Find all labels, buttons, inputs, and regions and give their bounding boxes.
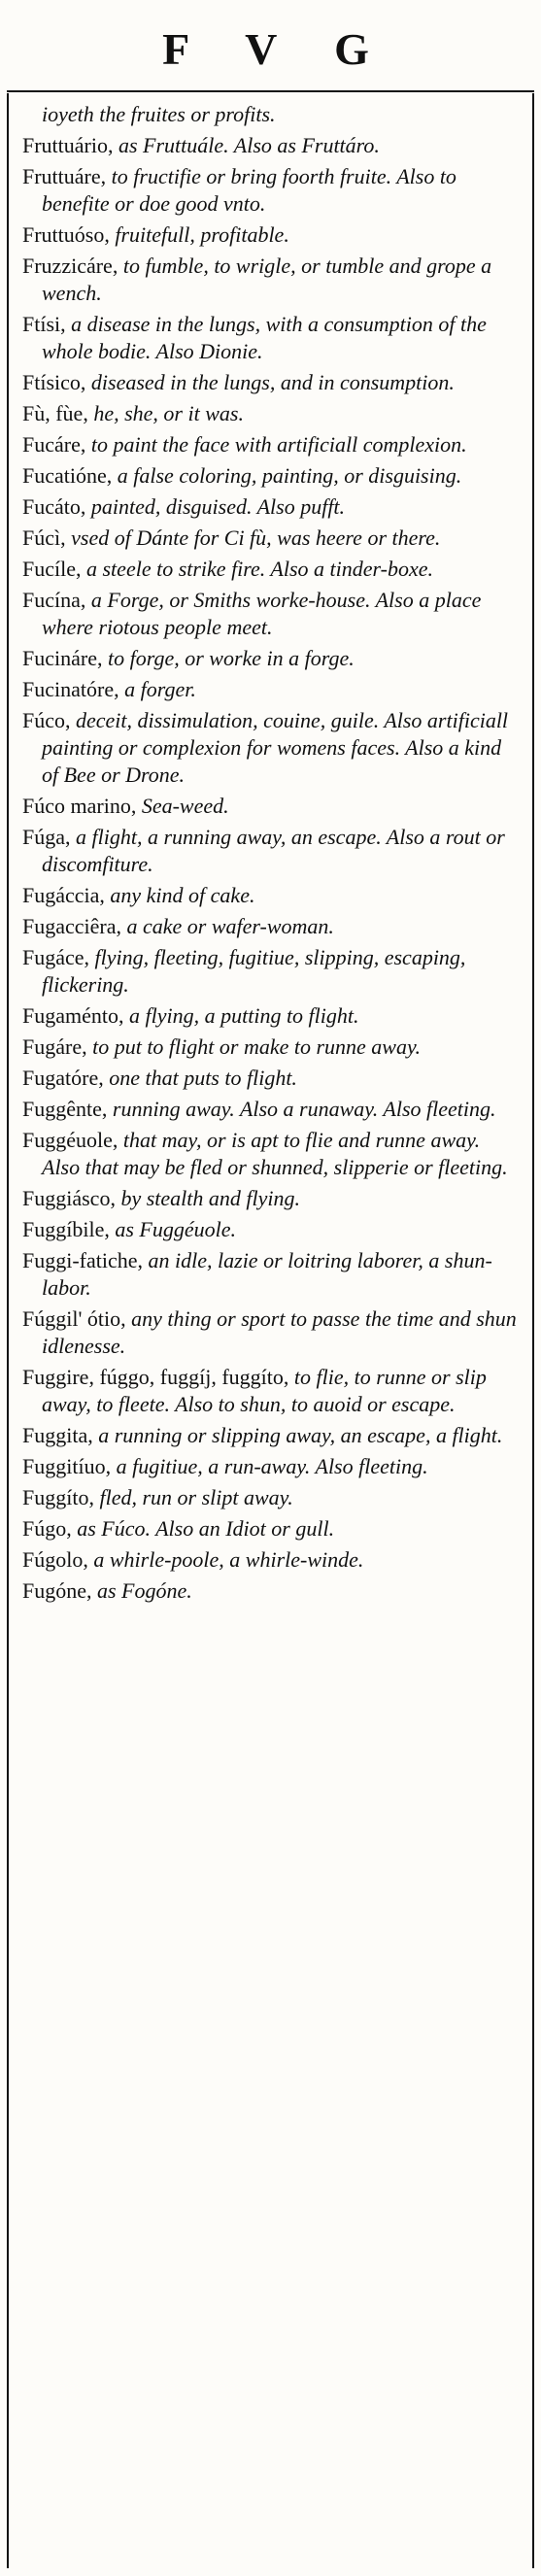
dictionary-entry <box>22 793 519 820</box>
entry-definition: diseased in the lungs, and in consumption. <box>85 370 455 394</box>
entry-headword: Fugáccia, <box>22 883 105 907</box>
dictionary-column <box>7 93 534 2568</box>
entry-headword: Fucíle, <box>22 557 82 581</box>
entry-definition: a running or slipping away, an escape, a flight. <box>92 1423 503 1447</box>
entry-headword: Fuggita, <box>22 1423 93 1447</box>
dictionary-entry <box>22 1002 519 1030</box>
entry-headword: Fuggi-fatiche, <box>22 1248 144 1272</box>
entry-headword: Fuggire, fúggo, fuggíj, fuggíto, <box>22 1365 289 1389</box>
entry-headword: Fuggênte, <box>22 1097 108 1121</box>
entry-definition: a forger. <box>118 677 196 701</box>
entry-definition: an idle, lazie or loitring laborer, a shun-labor. <box>42 1248 492 1300</box>
entry-definition: a fugitiue, a run-away. Also fleeting. <box>111 1454 428 1478</box>
entry-headword: Fruzzicáre, <box>22 254 118 278</box>
entry-headword: Fugatóre, <box>22 1066 104 1090</box>
entry-headword: Fuggitíuo, <box>22 1454 112 1478</box>
entry-headword: Fucináre, <box>22 646 103 670</box>
entry-headword: Ftísico, <box>22 370 86 394</box>
entry-definition: by stealth and flying. <box>115 1186 300 1210</box>
entry-headword: Fucáto, <box>22 494 86 519</box>
entry-definition: a cake or wafer-woman. <box>121 914 334 938</box>
entry-definition: that may, or is apt to flie and runne away. Also that may be fled or shunned, slipperie or fleeting. <box>42 1128 508 1179</box>
entry-headword: Fruttuáre, <box>22 164 107 188</box>
dictionary-entry <box>22 882 519 909</box>
dictionary-entry <box>22 1185 519 1212</box>
running-head: F V G <box>162 24 379 74</box>
dictionary-entry <box>22 253 519 307</box>
entry-definition: deceit, dissimulation, couine, guile. Also artificiall painting or complexion for womens faces. Also a kind of Bee or Drone. <box>42 708 509 787</box>
entry-definition: as Fuggéuole. <box>109 1217 236 1241</box>
entry-definition: any thing or sport to passe the time and shun idlenesse. <box>42 1306 517 1358</box>
dictionary-entry <box>22 132 519 159</box>
dictionary-entry <box>22 369 519 396</box>
entry-definition: ioyeth the fruites or profits. <box>42 102 276 126</box>
dictionary-entry <box>22 676 519 703</box>
dictionary-entry <box>22 1305 519 1360</box>
entry-headword: Fucinatóre, <box>22 677 119 701</box>
entry-headword: Ftísi, <box>22 312 66 336</box>
dictionary-entry <box>22 1484 519 1511</box>
entry-definition: as Fruttuále. Also as Fruttáro. <box>113 133 380 157</box>
entry-definition: a whirle-poole, a whirle-winde. <box>87 1547 364 1572</box>
dictionary-entry <box>22 1422 519 1449</box>
entry-headword: Fúggil' ótio, <box>22 1306 126 1331</box>
entry-definition: a disease in the lungs, with a consumption of the whole bodie. Also Dionie. <box>42 312 487 363</box>
entry-definition: to forge, or worke in a forge. <box>102 646 355 670</box>
dictionary-entry <box>22 707 519 789</box>
entry-headword: Fù, fùe, <box>22 401 88 425</box>
entry-definition: as Fúco. Also an Idiot or gull. <box>71 1516 335 1541</box>
entry-headword: Fuggiásco, <box>22 1186 116 1210</box>
dictionary-entry <box>22 1364 519 1418</box>
dictionary-entry <box>22 1247 519 1302</box>
entry-definition: Sea-weed. <box>136 794 229 818</box>
dictionary-entry <box>22 431 519 458</box>
entry-definition: any kind of cake. <box>104 883 255 907</box>
entry-definition: to fructifie or bring foorth fruite. Also to benefite or doe good vnto. <box>42 164 456 216</box>
dictionary-entry <box>22 1515 519 1542</box>
dictionary-entry <box>22 587 519 641</box>
entry-definition: as Fogóne. <box>91 1578 192 1603</box>
dictionary-entry <box>22 1453 519 1480</box>
dictionary-entry <box>22 101 519 128</box>
entry-headword: Fúco, <box>22 708 71 732</box>
dictionary-entry <box>22 645 519 672</box>
dictionary-entry <box>22 1065 519 1092</box>
entry-definition: flying, fleeting, fugitiue, slipping, escaping, flickering. <box>42 945 466 997</box>
entry-headword: Fugaménto, <box>22 1003 124 1028</box>
dictionary-entry <box>22 556 519 583</box>
dictionary-entry <box>22 493 519 521</box>
entry-headword: Fúgo, <box>22 1516 72 1541</box>
dictionary-entry <box>22 311 519 365</box>
entry-headword: Fucína, <box>22 588 86 612</box>
entry-definition: fled, run or slipt away. <box>93 1485 293 1509</box>
entry-headword: Fugáre, <box>22 1034 87 1059</box>
entry-headword: Fúcì, <box>22 525 66 550</box>
dictionary-entry <box>22 1034 519 1061</box>
dictionary-entry <box>22 1216 519 1243</box>
dictionary-entry <box>22 221 519 249</box>
entry-definition: running away. Also a runaway. Also fleeting. <box>107 1097 496 1121</box>
entry-definition: painted, disguised. Also pufft. <box>85 494 346 519</box>
dictionary-entry <box>22 824 519 878</box>
dictionary-entry <box>22 1577 519 1605</box>
entry-headword: Fugáce, <box>22 945 90 969</box>
dictionary-entry <box>22 163 519 218</box>
entry-definition: a steele to strike fire. Also a tinder-boxe. <box>81 557 433 581</box>
dictionary-entry <box>22 525 519 552</box>
entry-headword: Fruttuóso, <box>22 222 110 247</box>
entry-definition: to flie, to runne or slip away, to fleete. Also to shun, to auoid or escape. <box>42 1365 487 1416</box>
entry-headword: Fúgolo, <box>22 1547 88 1572</box>
dictionary-entry <box>22 1096 519 1123</box>
entry-definition: one that puts to flight. <box>103 1066 297 1090</box>
entry-headword: Fúco marino, <box>22 794 137 818</box>
dictionary-entry <box>22 1127 519 1181</box>
entry-definition: to paint the face with artificiall complexion. <box>85 432 467 457</box>
entry-headword: Fuggéuole, <box>22 1128 118 1152</box>
header-rule <box>7 90 534 92</box>
entry-headword: Fruttuário, <box>22 133 114 157</box>
entry-definition: a Forge, or Smiths worke-house. Also a place where riotous people meet. <box>42 588 482 639</box>
entry-definition: vsed of Dánte for Ci fù, was heere or there. <box>65 525 441 550</box>
entry-headword: Fúga, <box>22 825 71 849</box>
entry-definition: he, she, or it was. <box>87 401 244 425</box>
entry-definition: fruitefull, profitable. <box>109 222 289 247</box>
entry-definition: a flight, a running away, an escape. Also a rout or discomfiture. <box>42 825 505 876</box>
dictionary-entry <box>22 1546 519 1574</box>
entry-headword: Fucáre, <box>22 432 86 457</box>
entry-headword: Fuggíbile, <box>22 1217 110 1241</box>
entry-headword: Fugacciêra, <box>22 914 121 938</box>
dictionary-entry <box>22 913 519 940</box>
entry-definition: a false coloring, painting, or disguising. <box>112 463 462 488</box>
entry-definition: a flying, a putting to flight. <box>123 1003 359 1028</box>
entry-headword: Fucatióne, <box>22 463 113 488</box>
entry-headword: Fugóne, <box>22 1578 92 1603</box>
entry-definition: to put to flight or make to runne away. <box>86 1034 422 1059</box>
entry-headword: Fuggíto, <box>22 1485 94 1509</box>
entry-definition: to fumble, to wrigle, or tumble and grope a wench. <box>42 254 492 305</box>
dictionary-entry <box>22 400 519 427</box>
dictionary-entry <box>22 944 519 999</box>
dictionary-entry <box>22 462 519 490</box>
